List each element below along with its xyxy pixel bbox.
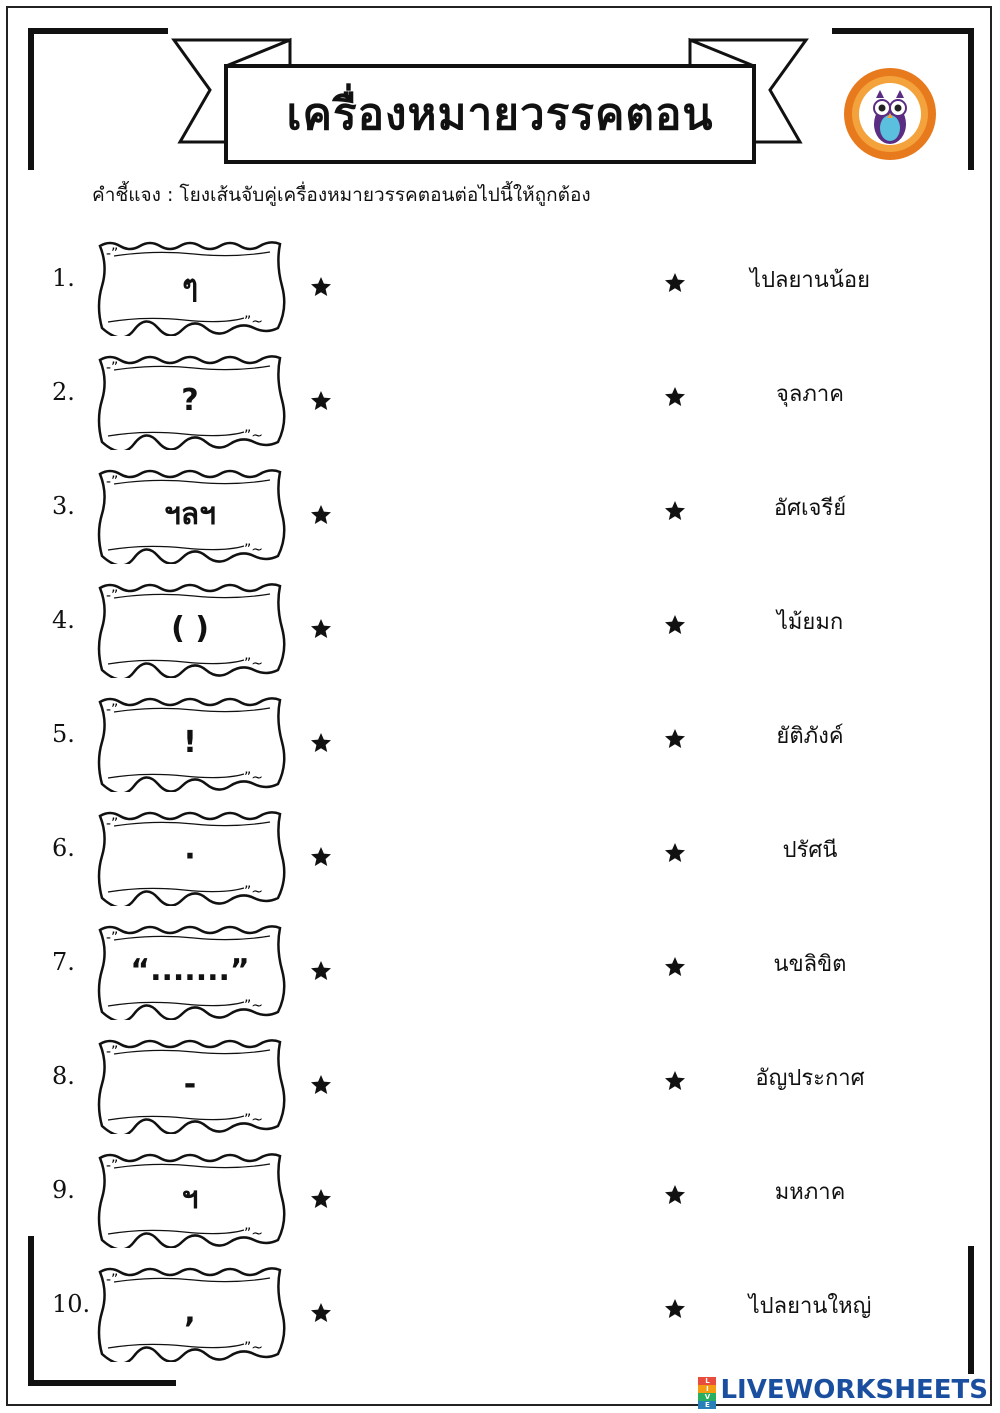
match-row: [0, 692, 1000, 792]
item-number: 4.: [52, 606, 75, 634]
match-row: [0, 1034, 1000, 1134]
item-number: 3.: [52, 492, 75, 520]
star-icon[interactable]: [664, 272, 686, 294]
svg-text:”~: ”~: [244, 884, 263, 900]
punctuation-name: อัญประกาศ: [755, 1066, 865, 1091]
punctuation-name: ยัติภังค์: [776, 724, 844, 749]
svg-text:-”: -”: [106, 702, 119, 718]
svg-text:-”: -”: [106, 474, 119, 490]
item-number: 10.: [52, 1290, 91, 1318]
punctuation-name: นขลิขิต: [773, 952, 847, 977]
badge-letter: E: [698, 1401, 716, 1409]
star-icon[interactable]: [310, 960, 332, 982]
svg-text:”~: ”~: [244, 770, 263, 786]
item-number: 9.: [52, 1176, 75, 1204]
svg-text:”~: ”~: [244, 1340, 263, 1356]
star-icon[interactable]: [310, 1074, 332, 1096]
page-title: เครื่องหมายวรรคตอน: [286, 89, 714, 140]
badge-letter: V: [698, 1393, 716, 1401]
badge-letter: I: [698, 1385, 716, 1393]
watermark-text: LIVEWORKSHEETS: [720, 1375, 988, 1405]
svg-text:”~: ”~: [244, 1112, 263, 1128]
corner-bracket-bl-h: [28, 1380, 176, 1386]
item-number: 6.: [52, 834, 75, 862]
item-number: 2.: [52, 378, 75, 406]
punctuation-symbol: -: [183, 1066, 197, 1102]
star-icon[interactable]: [310, 846, 332, 868]
punctuation-name: ไปลยานน้อย: [750, 268, 870, 293]
star-icon[interactable]: [310, 1302, 332, 1324]
match-row: [0, 350, 1000, 450]
svg-text:-”: -”: [106, 588, 119, 604]
item-number: 8.: [52, 1062, 75, 1090]
owl-icon: [842, 66, 938, 162]
match-row: [0, 578, 1000, 678]
svg-text:-”: -”: [106, 1158, 119, 1174]
punctuation-name: ปรัศนี: [782, 838, 838, 863]
item-number: 5.: [52, 720, 75, 748]
punctuation-symbol: ·: [184, 838, 196, 874]
item-number: 1.: [52, 264, 75, 292]
star-icon[interactable]: [664, 614, 686, 636]
svg-text:-”: -”: [106, 816, 119, 832]
punctuation-symbol: “.......”: [130, 952, 250, 988]
punctuation-name: ไปลยานใหญ่: [748, 1294, 872, 1319]
star-icon[interactable]: [310, 504, 332, 526]
item-number: 7.: [52, 948, 75, 976]
punctuation-name: อัศเจรีย์: [773, 496, 847, 521]
star-icon[interactable]: [664, 728, 686, 750]
svg-text:-”: -”: [106, 246, 119, 262]
liveworksheets-watermark: [698, 1375, 988, 1409]
punctuation-symbol: ( ): [171, 610, 209, 646]
corner-bracket-tl-h: [28, 28, 168, 34]
match-row: [0, 1262, 1000, 1362]
match-row: [0, 236, 1000, 336]
star-icon[interactable]: [664, 1184, 686, 1206]
punctuation-symbol: ฯ: [181, 1180, 199, 1216]
svg-text:”~: ”~: [244, 314, 263, 330]
star-icon[interactable]: [310, 618, 332, 640]
star-icon[interactable]: [310, 1188, 332, 1210]
star-icon[interactable]: [310, 390, 332, 412]
punctuation-name: มหภาค: [774, 1180, 846, 1205]
svg-text:”~: ”~: [244, 656, 263, 672]
instruction-text: คำชี้แจง : โยงเส้นจับคู่เครื่องหมายวรรคตอนต่อไปนี้ให้ถูกต้อง: [92, 184, 591, 206]
star-icon[interactable]: [310, 732, 332, 754]
star-icon[interactable]: [664, 956, 686, 978]
svg-text:”~: ”~: [244, 1226, 263, 1242]
star-icon[interactable]: [664, 500, 686, 522]
punctuation-name: ไม้ยมก: [776, 610, 844, 635]
svg-text:-”: -”: [106, 1044, 119, 1060]
punctuation-symbol: ๆ: [181, 268, 199, 304]
star-icon[interactable]: [664, 386, 686, 408]
star-icon[interactable]: [310, 276, 332, 298]
punctuation-name: จุลภาค: [776, 382, 844, 407]
svg-text:-”: -”: [106, 930, 119, 946]
corner-bracket-tr-v: [968, 28, 974, 170]
star-icon[interactable]: [664, 1298, 686, 1320]
star-icon[interactable]: [664, 842, 686, 864]
punctuation-symbol: ,: [184, 1294, 196, 1330]
svg-text:-”: -”: [106, 1272, 119, 1288]
match-row: [0, 1148, 1000, 1248]
corner-bracket-tl-v: [28, 28, 34, 170]
match-row: [0, 806, 1000, 906]
corner-bracket-tr-h: [832, 28, 974, 34]
svg-text:”~: ”~: [244, 998, 263, 1014]
svg-text:”~: ”~: [244, 428, 263, 444]
svg-text:”~: ”~: [244, 542, 263, 558]
punctuation-symbol: ฯลฯ: [163, 496, 217, 532]
punctuation-symbol: !: [183, 724, 197, 760]
star-icon[interactable]: [664, 1070, 686, 1092]
badge-letter: L: [698, 1377, 716, 1385]
svg-text:-”: -”: [106, 360, 119, 376]
punctuation-symbol: ?: [181, 382, 199, 418]
liveworksheets-logo-icon: [698, 1377, 716, 1409]
match-row: [0, 464, 1000, 564]
match-row: [0, 920, 1000, 1020]
